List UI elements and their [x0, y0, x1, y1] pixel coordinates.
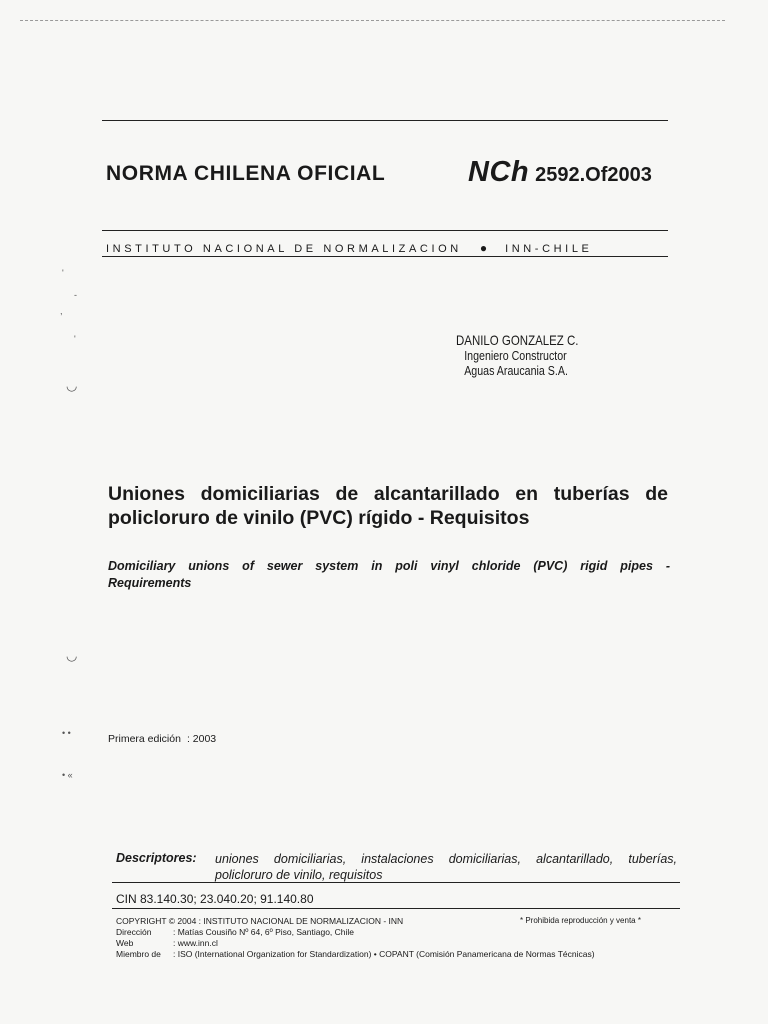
web-link[interactable]: : www.inn.cl	[173, 938, 218, 948]
descriptors-label: Descriptores:	[116, 851, 197, 865]
descriptors-line1: uniones domiciliarias, instalaciones domiciliarias, alcantarillado, tuberías,	[215, 852, 677, 866]
footer-web	[116, 938, 218, 949]
address-label: Dirección	[116, 927, 152, 937]
edition-label: Primera edición	[108, 733, 181, 745]
copyright-label: COPYRIGHT ©	[116, 916, 176, 926]
title-spanish	[108, 482, 668, 530]
address-value: : Matías Cousiño Nº 64, 6º Piso, Santiago, Chile	[173, 927, 355, 937]
footer-member	[116, 949, 595, 960]
nch-label: NCh	[468, 156, 530, 188]
title-english-line2: Requirements	[108, 576, 192, 590]
member-value: : ISO (International Organization for Standardization) • COPANT (Comisión Panamericana de Normas Técnicas)	[173, 949, 595, 959]
member-label: Miembro de	[116, 949, 161, 959]
prohibited-notice: * Prohibida reproducción y venta *	[520, 916, 641, 925]
header-top-rule	[102, 120, 668, 121]
institute-short: INN-CHILE	[505, 243, 593, 255]
scan-mark: ◡	[66, 648, 78, 663]
signature-name: DANILO GONZALEZ C.	[456, 332, 579, 348]
edition-line	[108, 733, 216, 745]
institute-name: INSTITUTO NACIONAL DE NORMALIZACION	[106, 243, 462, 255]
cin-codes: CIN 83.140.30; 23.040.20; 91.140.80	[116, 892, 314, 906]
scan-mark: ◡	[66, 378, 78, 393]
title-spanish-line2: policloruro de vinilo (PVC) rígido - Requisitos	[108, 507, 530, 529]
footer-copyright	[116, 916, 403, 927]
scan-mark: ,	[60, 306, 63, 316]
title-english-line1: Domiciliary unions of sewer system in poli vinyl chloride (PVC) rigid pipes -	[108, 559, 670, 573]
title-english	[108, 558, 670, 592]
descriptors-line2: policloruro de vinilo, requisitos	[215, 868, 383, 882]
web-label: Web	[116, 938, 134, 948]
institute-top-rule	[102, 230, 668, 231]
bullet-icon: ●	[479, 241, 488, 255]
signature-block	[456, 333, 605, 378]
scan-mark: '	[62, 268, 64, 278]
scan-mark: • •	[62, 728, 71, 738]
norma-chilena-title: NORMA CHILENA OFICIAL	[106, 162, 386, 185]
top-scan-line	[20, 20, 725, 21]
institute-line	[106, 241, 592, 255]
copyright-value: 2004 : INSTITUTO NACIONAL DE NORMALIZACION - INN	[177, 916, 404, 926]
descriptors-value	[215, 851, 677, 883]
institute-bottom-rule	[102, 256, 668, 257]
descriptors-rule	[112, 882, 680, 883]
scan-mark: -	[74, 290, 77, 300]
scan-mark: '	[74, 334, 76, 344]
nch-code	[468, 156, 652, 189]
edition-value: : 2003	[186, 733, 217, 745]
scan-mark: • «	[62, 770, 73, 780]
signature-company: Aguas Araucania S.A.	[464, 363, 568, 378]
title-spanish-line1: Uniones domiciliarias de alcantarillado en tuberías de	[108, 483, 668, 505]
signature-role: Ingeniero Constructor	[464, 348, 567, 363]
cin-rule	[112, 908, 680, 909]
footer-address	[116, 927, 354, 938]
nch-number: 2592.Of2003	[535, 164, 652, 186]
